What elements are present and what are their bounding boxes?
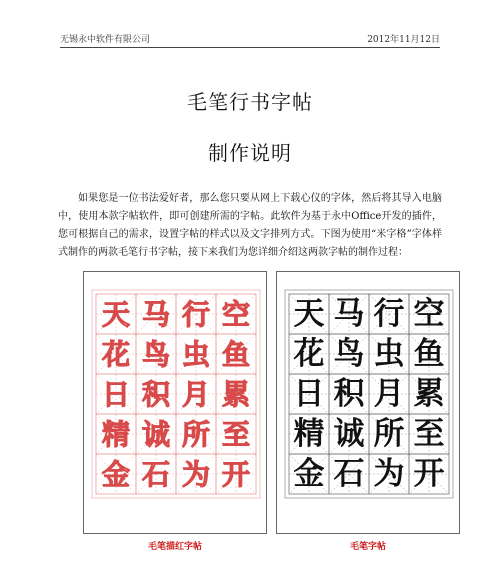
calligraphy-cell: [409, 334, 449, 374]
calligraphy-cell: [289, 374, 329, 414]
tracing-cell: [216, 334, 256, 374]
tracing-character: 诚: [141, 418, 171, 451]
calligraphy-cell: [369, 334, 409, 374]
tracing-cell: [176, 374, 216, 414]
calligraphy-cell: [369, 294, 409, 334]
calligraphy-cell: [289, 414, 329, 454]
tracing-cell: [96, 454, 136, 494]
tracing-cell: [176, 334, 216, 374]
calligraphy-cell: [369, 454, 409, 494]
tracing-grid: [84, 272, 268, 535]
tracing-character: 空: [221, 298, 251, 331]
calligraphy-cell: [409, 294, 449, 334]
tracing-cell: [216, 294, 256, 334]
tracing-cell: [176, 454, 216, 494]
tracing-character: 所: [181, 418, 211, 451]
calligraphy-character: 为: [373, 456, 405, 492]
calligraphy-copybook-caption: 毛笔字帖: [349, 542, 386, 552]
calligraphy-character: 日: [293, 376, 325, 412]
calligraphy-character: 精: [293, 416, 325, 452]
calligraphy-character: 至: [413, 416, 445, 452]
tracing-character: 积: [141, 378, 171, 411]
calligraphy-character: 天: [293, 296, 325, 332]
tracing-cell: [136, 374, 176, 414]
tracing-character: 行: [181, 298, 211, 331]
calligraphy-cell: [369, 414, 409, 454]
tracing-cell: [136, 454, 176, 494]
document-title: 毛笔行书字帖: [187, 90, 313, 114]
tracing-character: 累: [221, 378, 251, 411]
tracing-character: 精: [101, 418, 131, 451]
tracing-character: 花: [101, 338, 131, 371]
tracing-cell: [96, 414, 136, 454]
calligraphy-character: 累: [413, 376, 445, 412]
tracing-cell: [136, 334, 176, 374]
calligraphy-character: 空: [413, 296, 445, 332]
document-subtitle: 制作说明: [208, 141, 292, 165]
tracing-cell: [136, 294, 176, 334]
calligraphy-cell: [289, 454, 329, 494]
calligraphy-cell: [329, 374, 369, 414]
tracing-character: 开: [221, 458, 251, 491]
calligraphy-character: 所: [373, 416, 405, 452]
calligraphy-character: 积: [333, 376, 365, 412]
tracing-character: 至: [221, 418, 251, 451]
calligraphy-character: 花: [293, 336, 325, 372]
calligraphy-cell: [409, 374, 449, 414]
tracing-character: 月: [181, 378, 211, 411]
calligraphy-character: 诚: [333, 416, 365, 452]
tracing-character: 石: [141, 458, 171, 491]
calligraphy-cell: [329, 414, 369, 454]
tracing-character: 为: [181, 458, 211, 491]
tracing-cell: [176, 414, 216, 454]
calligraphy-copybook-sheet: [276, 271, 460, 534]
calligraphy-cell: [329, 334, 369, 374]
tracing-copybook-caption: 毛笔描红字帖: [147, 542, 202, 552]
calligraphy-cell: [409, 454, 449, 494]
tracing-cell: [216, 414, 256, 454]
tracing-character: 马: [141, 298, 171, 331]
header-date: 2012年11月12日: [367, 35, 440, 45]
tracing-cell: [216, 454, 256, 494]
calligraphy-character: 虫: [373, 336, 405, 372]
calligraphy-character: 石: [333, 456, 365, 492]
calligraphy-character: 月: [373, 376, 405, 412]
tracing-cell: [96, 294, 136, 334]
tracing-cell: [176, 294, 216, 334]
tracing-character: 鸟: [141, 338, 171, 371]
calligraphy-character: 马: [333, 296, 365, 332]
tracing-character: 金: [101, 458, 131, 491]
calligraphy-character: 鱼: [413, 336, 445, 372]
calligraphy-grid: [277, 272, 461, 535]
tracing-character: 虫: [181, 338, 211, 371]
calligraphy-cell: [289, 294, 329, 334]
calligraphy-cell: [329, 294, 369, 334]
calligraphy-cell: [329, 454, 369, 494]
company-name: 无锡永中软件有限公司: [60, 35, 151, 45]
tracing-character: 天: [101, 298, 131, 331]
calligraphy-character: 开: [413, 456, 445, 492]
tracing-copybook-sheet: [83, 271, 267, 534]
tracing-cell: [216, 374, 256, 414]
tracing-cell: [96, 374, 136, 414]
intro-paragraph: 如果您是一位书法爱好者，那么您只要从网上下载心仪的字体，然后将其导入电脑中，使用本款字帖软件，即可创建所需的字帖。此软件为基于永中Office开发的插件，您可根据自己的需求，设置字帖的样式以及文字排列方式。下图为使用“米字格”字体样式制作的两款毛笔行书字帖，接下来我们为您详细介绍这两款字帖的制作过程：: [58, 193, 442, 258]
header-rule: [60, 47, 440, 48]
calligraphy-character: 行: [373, 296, 405, 332]
tracing-cell: [96, 334, 136, 374]
calligraphy-cell: [409, 414, 449, 454]
tracing-character: 鱼: [221, 338, 251, 371]
calligraphy-character: 鸟: [333, 336, 365, 372]
tracing-cell: [136, 414, 176, 454]
calligraphy-cell: [369, 374, 409, 414]
calligraphy-character: 金: [293, 456, 325, 492]
tracing-character: 日: [101, 378, 131, 411]
page-header: [60, 34, 440, 46]
calligraphy-cell: [289, 334, 329, 374]
